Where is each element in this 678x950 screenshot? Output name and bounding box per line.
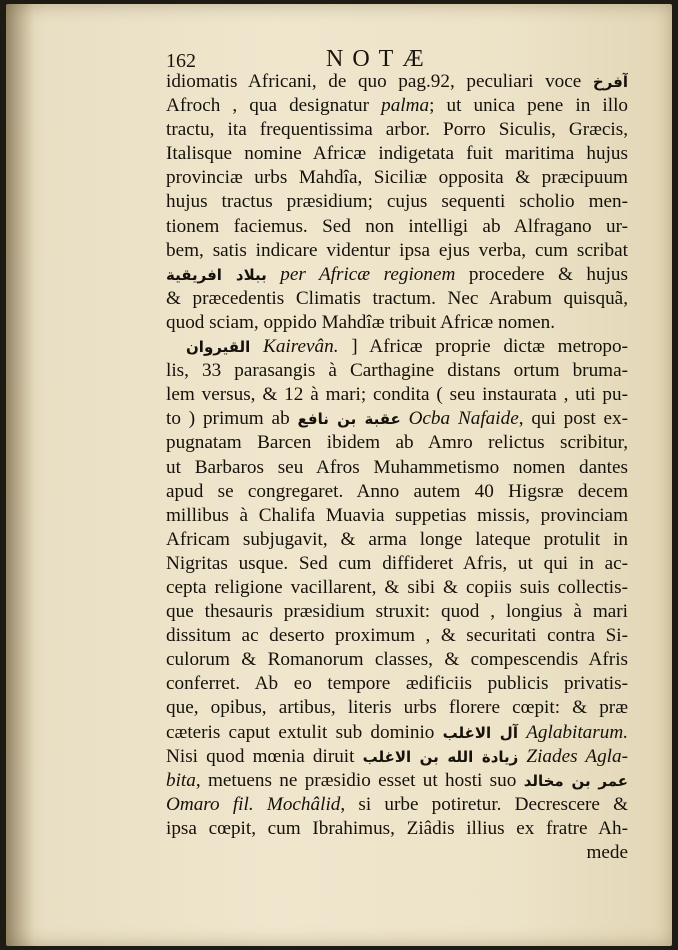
text-line <box>166 94 628 118</box>
text-line <box>166 407 628 431</box>
text-line <box>166 504 628 528</box>
text-line <box>166 359 628 383</box>
text-line <box>166 239 628 263</box>
text-run: Afroch , qua designatur <box>166 95 382 117</box>
page-gutter-shadow <box>6 4 34 946</box>
italic-term: bita <box>166 769 196 791</box>
text-run: Nigritas usque. Sed cum diffideret Afris, ut qui in ac- <box>166 552 628 574</box>
body-text <box>166 70 628 865</box>
text-run: cepta religione vacillarent, & sibi & copiis suis collectis- <box>166 576 628 598</box>
italic-term: Ziades Agla- <box>526 745 628 767</box>
text-run: cæteris caput extulit sub dominio <box>166 721 443 743</box>
text-run <box>250 336 263 357</box>
text-line <box>166 70 628 94</box>
italic-term: Omaro fil. Mochâlid <box>166 793 341 815</box>
text-line <box>166 817 628 841</box>
text-line <box>166 311 628 335</box>
italic-term: Kairevân. <box>263 336 339 358</box>
text-run <box>267 264 281 285</box>
text-run: tractu, ita frequentissima arbor. Porro Siculis, Græcis, <box>166 119 628 141</box>
text-run: , qui post ex- <box>518 408 628 430</box>
page-number: 162 <box>166 50 196 72</box>
text-line <box>166 528 628 552</box>
text-run: ut Barbaros seu Afros Muhammetismo nomen dantes <box>166 456 628 478</box>
text-run: quod sciam, oppido Mahdîæ tribuit Africæ nomen. <box>166 311 556 333</box>
arabic-term: ببلاد افريقية <box>166 265 267 284</box>
text-line <box>166 263 628 287</box>
arabic-term: آفرخ <box>592 73 628 91</box>
text-line <box>166 431 628 455</box>
text-run: hujus tractus præsidium; cujus sequenti scholio men- <box>166 191 628 213</box>
text-run: apud se congregaret. Anno autem 40 Higsræ decem <box>166 480 628 502</box>
text-run: que, opibus, artibus, literis urbs florere cœpit: & præ <box>166 697 628 719</box>
text-run: que thesauris præsidium struxit: quod , longius à mari <box>166 601 628 623</box>
text-line <box>166 287 628 311</box>
text-run: ; ut unica pene in illo <box>429 95 628 117</box>
text-run: procedere & hujus <box>455 263 628 285</box>
text-line <box>166 600 628 624</box>
italic-term: Ocba Nafaide <box>408 408 519 430</box>
text-run: ] Africæ proprie dictæ metropo- <box>338 336 628 358</box>
text-line <box>166 383 628 407</box>
text-line <box>166 118 628 142</box>
text-line <box>166 215 628 239</box>
text-line <box>166 648 628 672</box>
text-run: pugnatam Barcen ibidem ab Amro relictus scribitur, <box>166 432 628 454</box>
arabic-term: القيروان <box>186 338 251 357</box>
text-run: Africam subjugavit, & arma longe lateque protulit in <box>166 528 628 550</box>
text-line <box>166 672 628 696</box>
italic-term: Aglabitarum. <box>526 721 628 743</box>
arabic-term: آل الاغلب <box>442 723 518 742</box>
text-line <box>166 576 628 600</box>
text-run: bem, satis indicare videntur ipsa ejus verba, cum scribat <box>166 239 628 261</box>
text-run: lis, 33 parasangis à Carthagine distans ortum bruma- <box>166 360 628 382</box>
text-run: mede <box>586 842 628 863</box>
arabic-term: زيادة الله بن الاغلب <box>362 747 519 766</box>
text-line <box>166 793 628 817</box>
italic-term: per Africæ regionem <box>280 263 456 285</box>
text-run: lem versus, & 12 à mari; condita ( seu instaurata , uti pu- <box>166 384 628 406</box>
text-run: & præcedentis Climatis tractum. Nec Arabum quisquã, <box>166 287 628 309</box>
text-run: ipsa cœpit, cum Ibrahimus, Ziâdis illius ex fratre Ah- <box>166 817 628 839</box>
running-head: NOTÆ <box>326 46 433 72</box>
text-run: dissitum ac deserto proximum , & securitati contra Si- <box>166 625 628 647</box>
text-run: , metuens ne præsidio esset ut hosti suo <box>195 769 524 791</box>
text-line <box>166 190 628 214</box>
text-line <box>166 624 628 648</box>
text-line <box>166 769 628 793</box>
arabic-term: عقبة بن نافع <box>297 410 401 429</box>
arabic-term: عمر بن مخالد <box>523 771 628 790</box>
text-line <box>166 745 628 769</box>
text-line <box>166 552 628 576</box>
text-line <box>166 721 628 745</box>
text-run: to ) primum ab <box>166 408 298 430</box>
text-line <box>166 841 628 865</box>
text-line <box>166 456 628 480</box>
text-line <box>166 480 628 504</box>
italic-term: palma <box>381 95 430 117</box>
text-run: Italisque nomine Africæ indigetata fuit maritima hujus <box>166 143 628 165</box>
text-run <box>401 408 409 429</box>
text-run: conferret. Ab eo tempore ædificiis publicis privatis- <box>166 673 628 695</box>
text-run: culorum & Romanorum classes, & compescendis Afris <box>166 649 628 671</box>
text-run: tionem faciemus. Sed non intelligi ab Alfragano ur- <box>166 215 628 237</box>
text-run: , si urbe potiretur. Decrescere & <box>340 793 628 815</box>
text-run: millibus à Chalifa Muavia suppetias missis, provinciam <box>166 504 628 526</box>
text-line <box>166 696 628 720</box>
text-run: idiomatis Africani, de quo pag.92, peculiari voce <box>166 71 593 92</box>
text-run: provinciæ urbs Mahdîa, Siciliæ opposita & præcipuum <box>166 167 628 189</box>
text-run: Nisi quod mœnia diruit <box>166 745 363 767</box>
text-line <box>166 142 628 166</box>
text-line <box>166 335 628 359</box>
text-line <box>166 166 628 190</box>
text-run <box>518 722 526 743</box>
